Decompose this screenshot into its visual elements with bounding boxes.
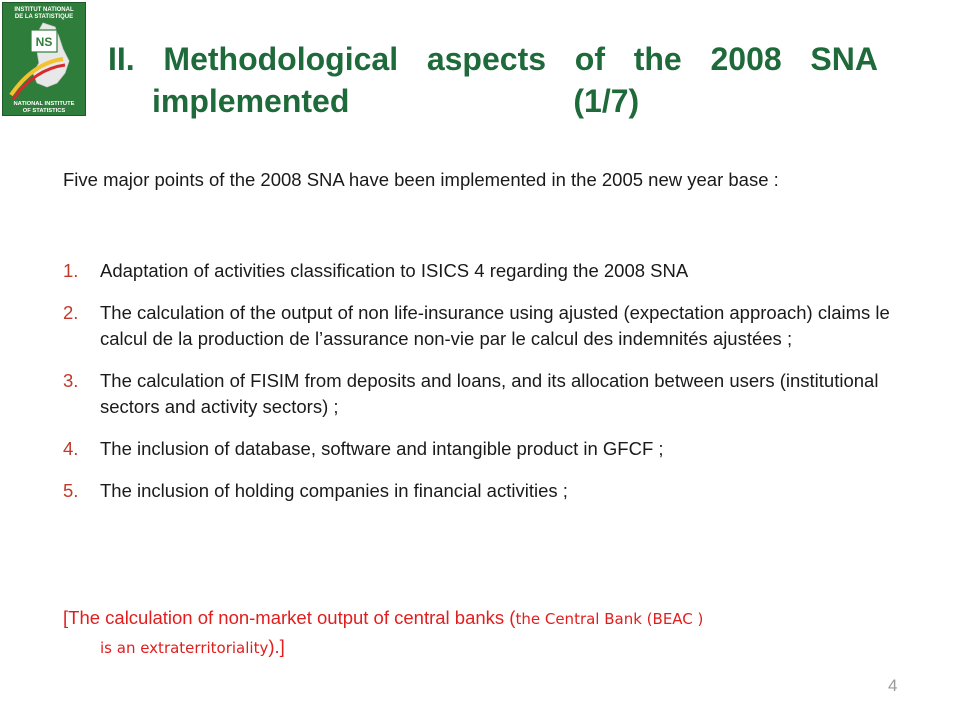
- title-word: the: [633, 41, 682, 77]
- note-text-part-3: is an extraterritoriality: [100, 639, 269, 657]
- list-item-text: The inclusion of database, software and intangible product in GFCF ;: [100, 438, 664, 459]
- title-slide-counter: (1/7): [573, 83, 640, 119]
- list-number: 2.: [63, 302, 79, 323]
- logo-badge-text: NS: [35, 35, 53, 49]
- title-word: of: [574, 41, 605, 77]
- central-bank-note: [63, 604, 903, 662]
- list-item: [63, 368, 893, 420]
- title-line-1: [108, 38, 878, 80]
- title-line-2: [108, 80, 878, 122]
- title-implemented: implemented: [152, 83, 350, 119]
- logo-top-text-2: DE LA STATISTIQUE: [14, 14, 74, 20]
- institute-logo: [2, 2, 86, 116]
- title-word: II.: [108, 41, 135, 77]
- list-number: 1.: [63, 260, 79, 281]
- intro-paragraph: Five major points of the 2008 SNA have been implemented in the 2005 new year base :: [63, 169, 779, 190]
- title-word: 2008: [710, 41, 782, 77]
- list-item: [63, 436, 893, 462]
- title-word: SNA: [810, 41, 878, 77]
- note-text-part-2: the Central Bank (BEAC ): [515, 610, 704, 628]
- note-text-part-1: [The calculation of non-market output of central banks (: [63, 607, 516, 628]
- list-item: [63, 478, 893, 504]
- list-number: 3.: [63, 370, 79, 391]
- list-number: 5.: [63, 480, 79, 501]
- list-item-text: Adaptation of activities classification to ISICS 4 regarding the 2008 SNA: [100, 260, 689, 281]
- logo-bottom-text-2: OF STATISTICS: [22, 108, 66, 114]
- list-number: 4.: [63, 438, 79, 459]
- slide-title: [108, 38, 878, 122]
- page-number: 4: [888, 676, 898, 695]
- title-word: Methodological: [163, 41, 399, 77]
- list-item-text: The inclusion of holding companies in financial activities ;: [100, 480, 568, 501]
- list-item: [63, 300, 893, 352]
- note-second-line: [63, 633, 903, 662]
- list-item-text: The calculation of the output of non life-insurance using ajusted (expectation approach) claims le calcul de la production de l’assurance non-vie par le calcul des indemnités ajustées ;: [100, 302, 890, 349]
- list-item: [63, 258, 893, 284]
- title-word: aspects: [426, 41, 547, 77]
- points-list: [63, 258, 893, 520]
- logo-emblem: [3, 3, 85, 115]
- logo-top-text-1: INSTITUT NATIONAL: [14, 7, 74, 13]
- logo-bottom-text-1: NATIONAL INSTITUTE: [13, 101, 75, 107]
- list-item-text: The calculation of FISIM from deposits and loans, and its allocation between users (institutional sectors and activity sectors) ;: [100, 370, 879, 417]
- note-text-part-4: ).]: [268, 636, 285, 657]
